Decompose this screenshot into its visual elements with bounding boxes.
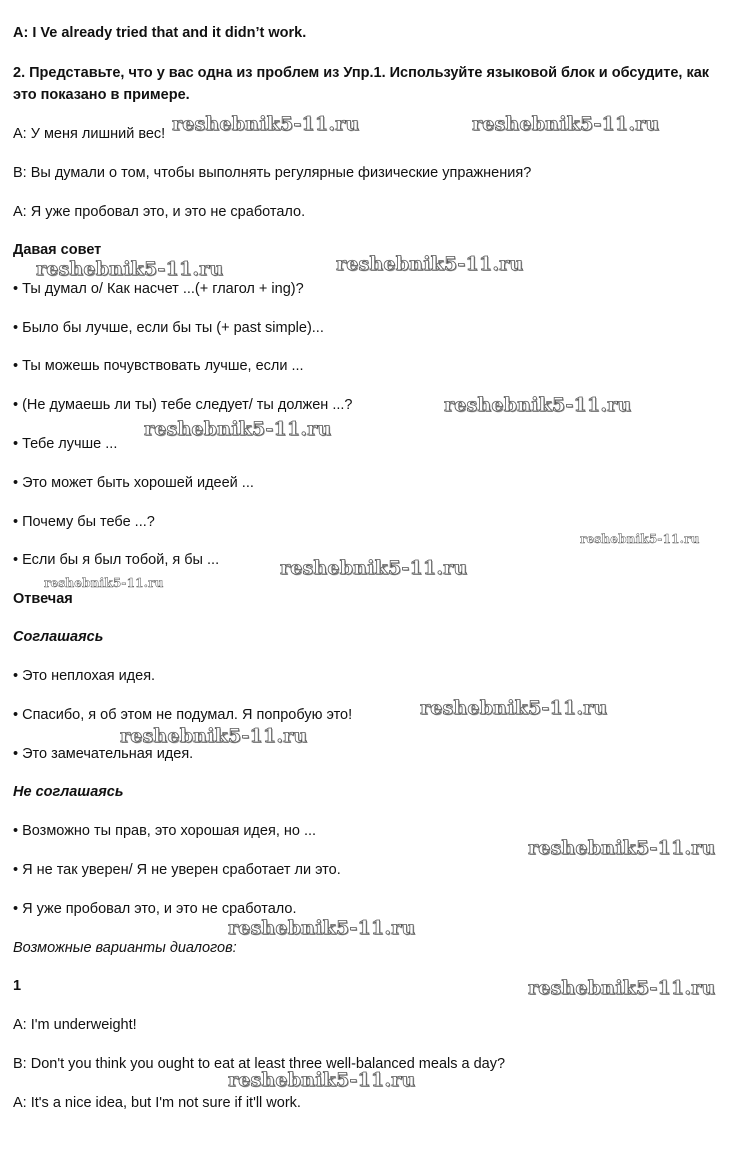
example-line-a2: A: Я уже пробовал это, и это не сработало. xyxy=(13,204,306,220)
watermark: reshebnik5-11.ru xyxy=(444,394,632,416)
watermark: reshebnik5-11.ru xyxy=(120,725,308,747)
agree-item: • Это замечательная идея. xyxy=(13,746,194,762)
dialogue-line-b: B: Don't you think you ought to eat at least three well-balanced meals a day? xyxy=(13,1056,506,1072)
advice-item: • Если бы я был тобой, я бы ... xyxy=(13,552,220,568)
advice-item: • Было бы лучше, если бы ты (+ past simple)... xyxy=(13,320,324,336)
watermark: reshebnik5-11.ru xyxy=(280,557,468,579)
variants-heading: Возможные варианты диалогов: xyxy=(13,940,237,956)
agree-item: • Это неплохая идея. xyxy=(13,668,156,684)
example-line-a1: A: У меня лишний вес! xyxy=(13,126,166,142)
dialogue-line-a2: A: It's a nice idea, but I'm not sure if it'll work. xyxy=(13,1095,301,1111)
dialogue-line-a1: A: I'm underweight! xyxy=(13,1017,137,1033)
disagree-item: • Я не так уверен/ Я не уверен сработает ли это. xyxy=(13,862,341,878)
watermark: reshebnik5-11.ru xyxy=(420,697,608,719)
advice-item: • Почему бы тебе ...? xyxy=(13,514,155,530)
watermark: reshebnik5-11.ru xyxy=(472,113,660,135)
advice-item: • Это может быть хорошей идеей ... xyxy=(13,475,254,491)
watermark: reshebnik5-11.ru xyxy=(336,253,524,275)
agree-heading: Соглашаясь xyxy=(13,629,104,645)
advice-item: • Тебе лучше ... xyxy=(13,436,118,452)
watermark: reshebnik5-11.ru xyxy=(228,1069,416,1091)
watermark: reshebnik5-11.ru xyxy=(228,917,416,939)
watermark: reshebnik5-11.ru xyxy=(44,576,164,590)
top-line: A: I Ve already tried that and it didn’t work. xyxy=(13,25,307,41)
watermark: reshebnik5-11.ru xyxy=(528,837,716,859)
watermark: reshebnik5-11.ru xyxy=(36,258,224,280)
watermark: reshebnik5-11.ru xyxy=(580,532,700,546)
example-line-b: B: Вы думали о том, чтобы выполнять регулярные физические упражнения? xyxy=(13,165,532,181)
watermark: reshebnik5-11.ru xyxy=(144,418,332,440)
advice-item: • Ты можешь почувствовать лучше, если ... xyxy=(13,358,304,374)
disagree-heading: Не соглашаясь xyxy=(13,784,124,800)
watermark: reshebnik5-11.ru xyxy=(528,977,716,999)
disagree-item: • Возможно ты прав, это хорошая идея, но ... xyxy=(13,823,317,839)
dialogue-number: 1 xyxy=(13,978,22,994)
disagree-item: • Я уже пробовал это, и это не сработало. xyxy=(13,901,297,917)
answer-heading: Отвечая xyxy=(13,591,73,607)
agree-item: • Спасибо, я об этом не подумал. Я попробую это! xyxy=(13,707,353,723)
advice-item: • (Не думаешь ли ты) тебе следует/ ты должен ...? xyxy=(13,397,353,413)
advice-heading: Давая совет xyxy=(13,242,102,258)
watermark: reshebnik5-11.ru xyxy=(172,113,360,135)
advice-item: • Ты думал о/ Как насчет ...(+ глагол + ing)? xyxy=(13,281,304,297)
task-2-instruction: 2. Представьте, что у вас одна из проблем из Упр.1. Используйте языковой блок и обсудите, как это показано в примере. xyxy=(13,65,710,103)
